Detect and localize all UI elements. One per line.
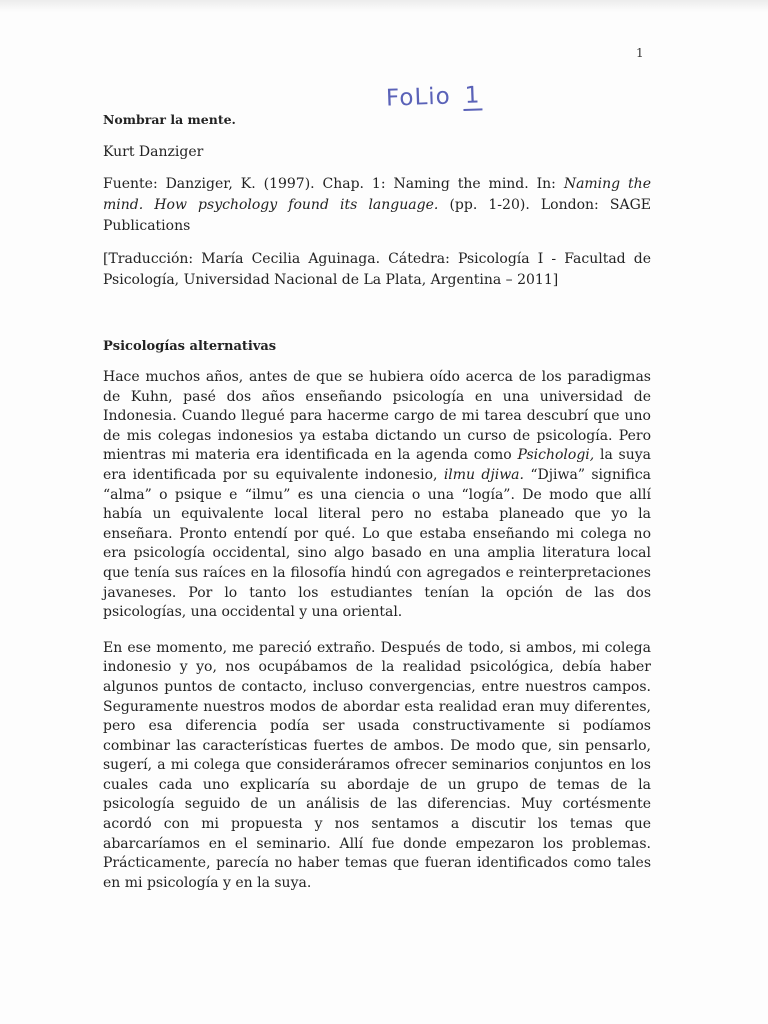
document-author: Kurt Danziger	[103, 144, 204, 160]
folio-word: FoLio	[385, 83, 452, 112]
page-number: 1	[636, 46, 644, 60]
source-suffix: (pp. 1-20). London: SAGE Publications	[103, 197, 651, 234]
paragraph-1-part-3: “Djiwa” significa “alma” o psique e “ilmu” es una ciencia o una “logía”. De modo que allí había un equivalente local literal pero no estaba planeado que yo la enseñara. Pronto entendí por qué. Lo que estaba enseñando mi colega no era psicología occidental, sino algo basado en una amplia literatura local que tenía sus raíces en la filosofía hindú con agregados e reinterpretaciones javaneses. Por lo tanto los estudiantes tenían la opción de las dos psicologías, una occidental y una oriental.	[103, 466, 652, 621]
body-paragraph-1	[103, 368, 651, 623]
scan-edge-shadow	[0, 0, 768, 12]
paragraph-1-italic-2: ilmu djiwa.	[443, 466, 524, 483]
paragraph-1-part-2: la suya era identificada por su equivalente indonesio,	[103, 447, 652, 483]
body-paragraph-2: En ese momento, me pareció extraño. Después de todo, si ambos, mi colega indonesio y yo, nos ocupábamos de la realidad psicológica, debía haber algunos puntos de contacto, incluso convergencias, entre nuestros campos. Seguramente nuestros modos de abordar esta realidad eran muy diferentes, pero esa diferencia podía ser usada constructivamente si podíamos combinar las características fuertes de ambos. De modo que, sin pensarlo, sugerí, a mi colega que consideráramos ofrecer seminarios conjuntos en los cuales cada uno explicaría su abordaje de un grupo de temas de la psicología seguido de un análisis de las diferencias. Muy cortésmente acordó con mi propuesta y nos sentamos a discutir los temas que abarcaríamos en el seminario. Allí fue donde empezaron los problemas. Prácticamente, parecía no haber temas que fueran identificados como tales en mi psicología y en la suya.	[103, 639, 651, 891]
paragraph-1-italic-1: Psichologi,	[517, 447, 595, 464]
handwritten-folio-annotation	[386, 82, 483, 111]
translation-credit: [Traducción: María Cecilia Aguinaga. Cátedra: Psicología I - Facultad de Psicología, Universidad Nacional de La Plata, Argentina – 2011]	[103, 251, 651, 288]
source-citation	[103, 174, 651, 237]
section-heading: Psicologías alternativas	[103, 339, 277, 354]
paragraph-1-part-1: Hace muchos años, antes de que se hubiera oído acerca de los paradigmas de Kuhn, pasé dos años enseñando psicología en una universidad de Indonesia. Cuando llegué para hacerme cargo de mi tarea descubrí que uno de mis colegas indonesios ya estaba dictando un curso de psicología. Pero mientras mi materia era identificada en la agenda como	[103, 369, 651, 464]
document-body	[103, 112, 651, 893]
source-book-title: Naming the mind. How psychology found its language.	[103, 176, 651, 213]
source-prefix: Fuente: Danziger, K. (1997). Chap. 1: Naming the mind. In:	[103, 176, 564, 192]
folio-number: 1	[462, 82, 483, 111]
document-title: Nombrar la mente.	[103, 112, 236, 127]
